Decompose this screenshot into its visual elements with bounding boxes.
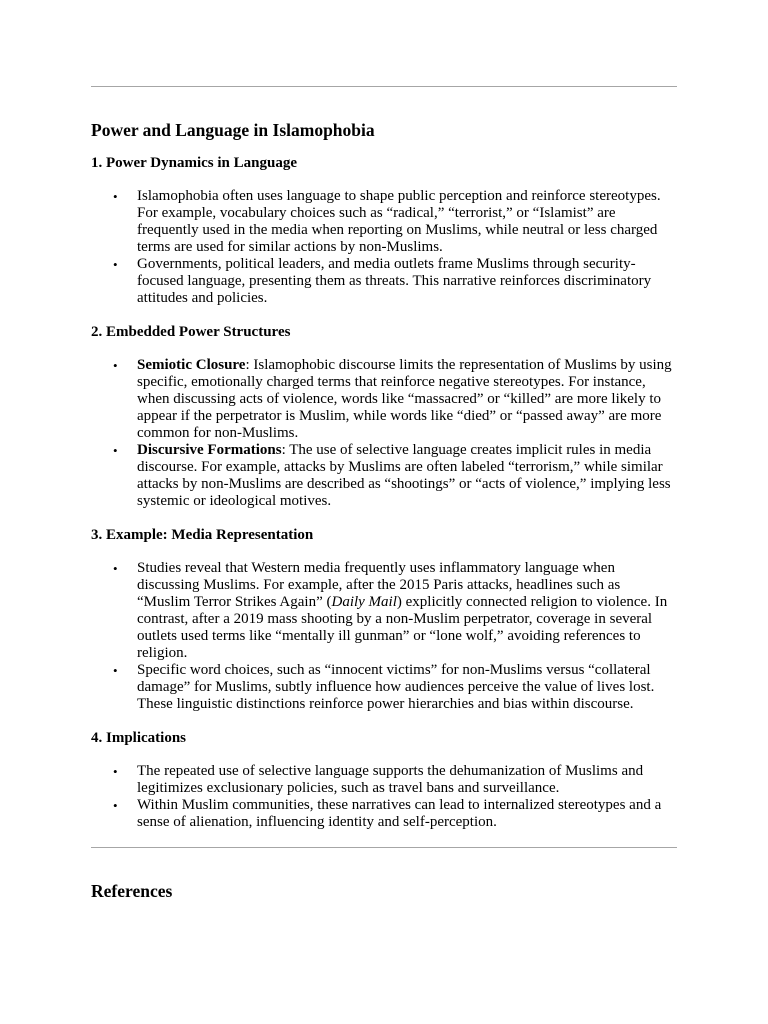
top-divider — [91, 86, 677, 87]
list-item — [91, 442, 677, 510]
section-heading-power-dynamics: 1. Power Dynamics in Language — [91, 155, 297, 171]
list-item — [91, 763, 677, 797]
publication-name: Daily Mail — [331, 594, 397, 610]
document-title: Power and Language in Islamophobia — [91, 120, 375, 140]
list-item-term: Semiotic Closure — [137, 357, 246, 373]
document-page — [91, 0, 677, 902]
references-heading: References — [91, 881, 173, 901]
list-item — [91, 256, 677, 307]
section-1-list — [91, 188, 677, 307]
list-item-text: Within Muslim communities, these narratives can lead to internalized stereotypes and a sense of alienation, influencing identity and self-perception. — [137, 797, 662, 830]
bottom-divider — [91, 847, 677, 848]
list-item — [91, 560, 677, 662]
bullet-icon: • — [113, 561, 118, 576]
bullet-icon: • — [113, 764, 118, 779]
list-item — [91, 797, 677, 831]
list-item-text: Specific word choices, such as “innocent victims” for non-Muslims versus “collateral damage” for Muslims, subtly influence how audiences perceive the value of lives lost. These linguistic distinctions reinforce power hierarchies and bias within discourse. — [137, 662, 655, 712]
list-item-text-after: ) explicitly connected religion to violence. In contrast, after a 2019 mass shooting by a non-Muslim perpetrator, coverage in several outlets used terms like “mentally ill gunman” or “lone wolf,” avoiding references to religion. — [137, 594, 668, 661]
list-item-text: : The use of selective language creates implicit rules in media discourse. For example, attacks by Muslims are often labeled “terrorism,” while similar attacks by non-Muslims are described as “shootings” or “acts of violence,” implying less systemic or ideological motives. — [137, 442, 671, 509]
section-2-list — [91, 357, 677, 510]
list-item-text-before: Studies reveal that Western media frequently uses inflammatory language when discussing Muslims. For example, after the 2015 Paris attacks, headlines such as “Muslim Terror Strikes Again” ( — [137, 560, 621, 610]
section-4-list — [91, 763, 677, 831]
bullet-icon: • — [113, 798, 118, 813]
list-item-term: Discursive Formations — [137, 442, 282, 458]
section-heading-media-representation: 3. Example: Media Representation — [91, 527, 314, 543]
bullet-icon: • — [113, 358, 118, 373]
bullet-icon: • — [113, 257, 118, 272]
bullet-icon: • — [113, 443, 118, 458]
bullet-icon: • — [113, 663, 118, 678]
list-item-text: Governments, political leaders, and media outlets frame Muslims through security-focused language, presenting them as threats. This narrative reinforces discriminatory attitudes and policies. — [137, 256, 652, 306]
list-item-text: Islamophobia often uses language to shape public perception and reinforce stereotypes. For example, vocabulary choices such as “radical,” “terrorist,” or “Islamist” are frequently used in the media when reporting on Muslims, while neutral or less charged terms are used for similar actions by non-Muslims. — [137, 188, 661, 255]
list-item-text: The repeated use of selective language supports the dehumanization of Muslims and legitimizes exclusionary policies, such as travel bans and surveillance. — [137, 763, 644, 796]
section-3-list — [91, 560, 677, 713]
list-item-text: : Islamophobic discourse limits the representation of Muslims by using specific, emotionally charged terms that reinforce negative stereotypes. For instance, when discussing acts of violence, words like “massacred” or “killed” are more likely to appear if the perpetrator is Muslim, while words like “died” or “passed away” are more common for non-Muslims. — [137, 357, 672, 441]
bullet-icon: • — [113, 189, 118, 204]
section-heading-embedded-power: 2. Embedded Power Structures — [91, 324, 291, 340]
section-heading-implications: 4. Implications — [91, 730, 187, 746]
list-item — [91, 357, 677, 442]
list-item — [91, 662, 677, 713]
list-item — [91, 188, 677, 256]
